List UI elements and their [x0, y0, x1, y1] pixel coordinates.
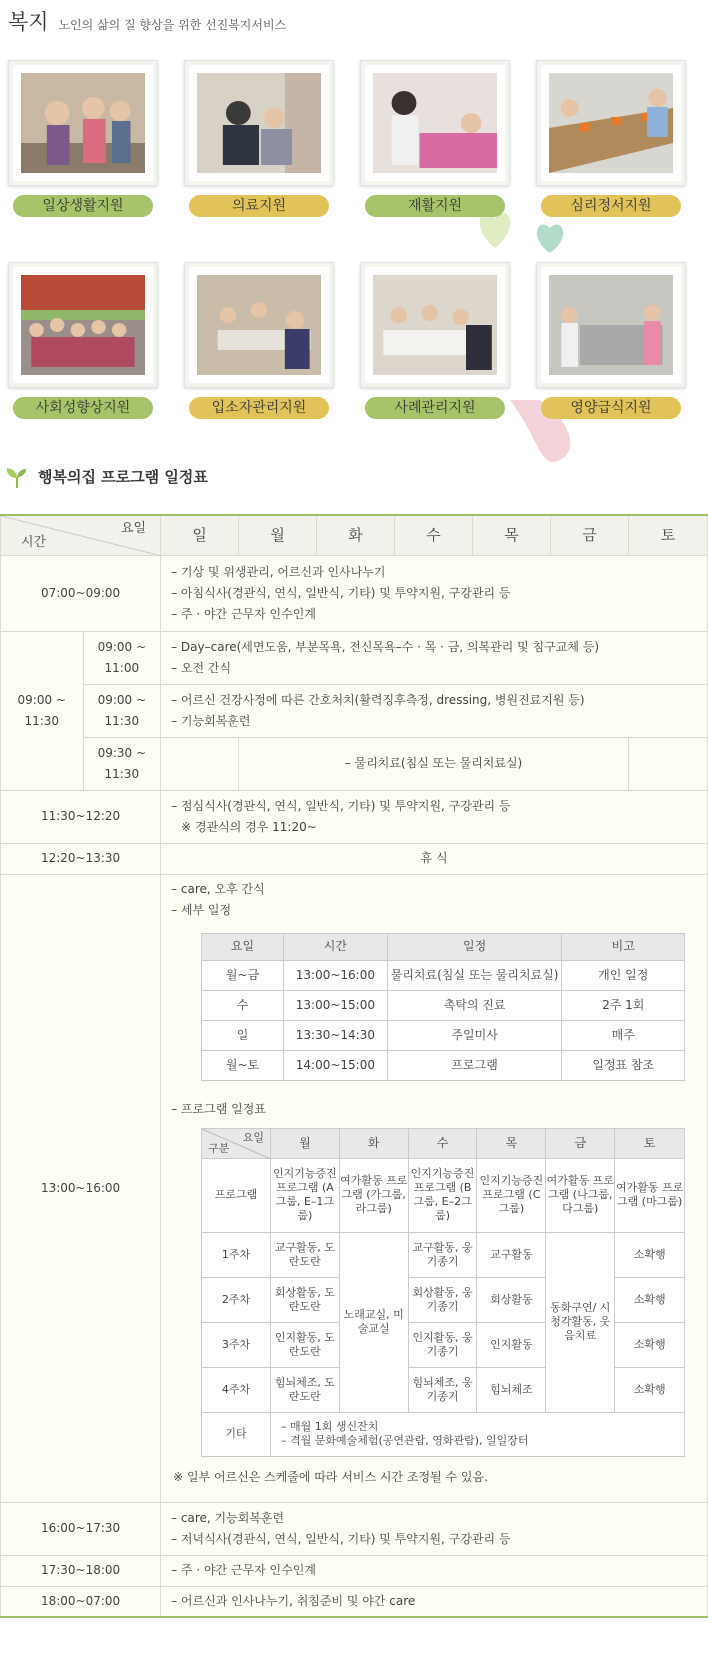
program-cell: 교구활동, 도란도란 [270, 1232, 339, 1277]
program-day-header: 수 [408, 1128, 477, 1158]
activity-cell [161, 1502, 708, 1555]
corner-header [1, 515, 161, 555]
program-row-label: 2주차 [202, 1277, 271, 1322]
activity-cell: – 주 · 야간 근무자 인수인계 [161, 1555, 708, 1586]
program-cell: 인지기능증진 프로그램 (A그룹, E–1그룹) [270, 1158, 339, 1232]
program-row-label: 1주차 [202, 1232, 271, 1277]
activity-note: ※ 경관식의 경우 11:20~ [181, 819, 317, 834]
detail-header: 시간 [283, 933, 387, 960]
program-row-label: 3주차 [202, 1322, 271, 1367]
service-label: 입소자관리지원 [189, 397, 329, 419]
detail-cell: 촉탁의 진료 [387, 990, 562, 1020]
page-header [8, 6, 286, 36]
empty-cell [161, 737, 239, 790]
detail-cell: 13:30~14:30 [283, 1020, 387, 1050]
activity-cell: 휴 식 [161, 843, 708, 874]
schedule-table [0, 514, 708, 1618]
detail-header: 일정 [387, 933, 562, 960]
day-header: 월 [239, 515, 317, 555]
section-heading [6, 466, 208, 488]
detail-schedule-table [201, 933, 685, 1081]
program-corner [202, 1128, 271, 1158]
program-cell: 여가활동 프로그램 (나그룹, 다그룹) [546, 1158, 615, 1232]
service-card [8, 60, 158, 217]
program-cell: 교구활동, 웅기종기 [408, 1232, 477, 1277]
service-card [536, 60, 686, 217]
program-cell: 교구활동 [477, 1232, 546, 1277]
day-header: 수 [395, 515, 473, 555]
detail-cell: 2주 1회 [562, 990, 685, 1020]
service-card [184, 60, 334, 217]
service-photo [373, 73, 497, 173]
program-cell: 인지활동 [477, 1322, 546, 1367]
detail-cell: 일 [202, 1020, 284, 1050]
activity-line: – 오전 간식 [171, 660, 232, 675]
time-cell: 11:30~12:20 [1, 790, 161, 843]
service-label: 사회성향상지원 [13, 397, 153, 419]
detail-header: 요일 [202, 933, 284, 960]
detail-cell: 매주 [562, 1020, 685, 1050]
activity-line: – 세부 일정 [171, 902, 232, 917]
detail-header: 비고 [562, 933, 685, 960]
activity-line: – 기능회복훈련 [171, 713, 251, 728]
time-cell [1, 631, 84, 790]
program-row-label: 프로그램 [202, 1158, 271, 1232]
program-cell: 인지기능증진 프로그램 (C그룹) [477, 1158, 546, 1232]
day-header: 일 [161, 515, 239, 555]
time-cell: 13:00~16:00 [1, 874, 161, 1502]
activity-cell [161, 790, 708, 843]
service-photo [21, 275, 145, 375]
detail-cell: 월~금 [202, 960, 284, 990]
program-row-label: 기타 [202, 1412, 271, 1456]
time-cell: 12:20~13:30 [1, 843, 161, 874]
activity-cell [161, 874, 708, 1502]
activity-line: – 주 · 야간 근무자 인수인계 [171, 606, 316, 621]
program-etc-line: – 매월 1회 생신잔치 [280, 1420, 379, 1433]
service-label: 심리정서지원 [541, 195, 681, 217]
program-etc-line: – 격월 문화예술체험(공연관람, 영화관람), 일일장터 [280, 1434, 529, 1447]
detail-cell: 개인 일정 [562, 960, 685, 990]
activity-line: – 프로그램 일정표 [171, 1101, 266, 1116]
service-label: 일상생활지원 [13, 195, 153, 217]
time-label: 09:00 ~ 11:30 [17, 692, 66, 728]
sub-time-cell: 09:00 ~ 11:00 [83, 631, 161, 684]
page-title: 복지 [8, 10, 49, 34]
activity-line: – care, 오후 간식 [171, 881, 265, 896]
day-header: 금 [550, 515, 628, 555]
program-cell: 인지기능증진 프로그램 (B그룹, E–2그룹) [408, 1158, 477, 1232]
detail-cell: 프로그램 [387, 1050, 562, 1080]
detail-cell: 월~토 [202, 1050, 284, 1080]
program-cell: 힘뇌체조, 웅기종기 [408, 1367, 477, 1412]
program-cell: 소확행 [615, 1322, 685, 1367]
activity-line: – Day–care(세면도움, 부분목욕, 전신목욕–수 · 목 · 금, 의복관리 및 침구교체 등) [171, 639, 600, 654]
program-corner-day: 요일 [242, 1130, 264, 1144]
day-header: 화 [317, 515, 395, 555]
service-card [536, 262, 686, 419]
activity-line: – 아침식사(경관식, 연식, 일반식, 기타) 및 투약지원, 구강관리 등 [171, 585, 511, 600]
service-photo [21, 73, 145, 173]
detail-cell: 주일미사 [387, 1020, 562, 1050]
detail-cell: 물리치료(침실 또는 물리치료실) [387, 960, 562, 990]
time-cell: 17:30~18:00 [1, 1555, 161, 1586]
corner-time-label: 시간 [21, 534, 47, 550]
day-header: 토 [628, 515, 707, 555]
program-cell: 힘뇌체조 [477, 1367, 546, 1412]
program-corner-cat: 구분 [208, 1141, 230, 1155]
program-cell: 동화구연/ 시청각활동, 웃음치료 [546, 1232, 615, 1412]
time-cell: 18:00~07:00 [1, 1586, 161, 1617]
program-cell: 회상활동 [477, 1277, 546, 1322]
program-cell: 여가활동 프로그램 (가그룹, 라그룹) [339, 1158, 408, 1232]
program-cell: 노래교실, 미술교실 [339, 1232, 408, 1412]
leaf-icon [6, 468, 28, 488]
sub-time-cell: 09:00 ~ 11:30 [83, 684, 161, 737]
program-table [201, 1128, 685, 1457]
detail-cell: 수 [202, 990, 284, 1020]
time-cell: 16:00~17:30 [1, 1502, 161, 1555]
activity-line: – 어르신 건강사정에 따른 간호처치(활력징후측정, dressing, 병원진료지원 등) [171, 692, 585, 707]
program-day-header: 금 [546, 1128, 615, 1158]
activity-line: – 점심식사(경관식, 연식, 일반식, 기타) 및 투약지원, 구강관리 등 [171, 798, 511, 813]
service-card [360, 262, 510, 419]
program-cell: 소확행 [615, 1232, 685, 1277]
corner-day-label: 요일 [120, 521, 147, 536]
program-cell: 회상활동, 웅기종기 [408, 1277, 477, 1322]
activity-cell: – 어르신과 인사나누기, 취침준비 및 야간 care [161, 1586, 708, 1617]
program-cell: 회상활동, 도란도란 [270, 1277, 339, 1322]
service-photo [549, 275, 673, 375]
detail-cell: 14:00~15:00 [283, 1050, 387, 1080]
sub-time-cell: 09:30 ~ 11:30 [83, 737, 161, 790]
day-header: 목 [472, 515, 550, 555]
service-photo [197, 73, 321, 173]
program-day-header: 목 [477, 1128, 546, 1158]
program-cell: 여가활동 프로그램 (마그룹) [615, 1158, 685, 1232]
program-cell: 인지활동, 웅기종기 [408, 1322, 477, 1367]
service-photo [197, 275, 321, 375]
program-row-label: 4주차 [202, 1367, 271, 1412]
detail-cell: 13:00~16:00 [283, 960, 387, 990]
service-photo [549, 73, 673, 173]
program-day-header: 토 [615, 1128, 685, 1158]
service-label: 의료지원 [189, 195, 329, 217]
program-cell: 인지활동, 도란도란 [270, 1322, 339, 1367]
service-photo [373, 275, 497, 375]
service-label: 영양급식지원 [541, 397, 681, 419]
empty-cell [628, 737, 707, 790]
program-cell: 소확행 [615, 1277, 685, 1322]
service-card [360, 60, 510, 217]
program-cell: 힘뇌체조, 도란도란 [270, 1367, 339, 1412]
activity-cell [161, 631, 708, 684]
activity-line: – 저녁식사(경관식, 연식, 일반식, 기타) 및 투약지원, 구강관리 등 [171, 1531, 511, 1546]
detail-cell: 일정표 참조 [562, 1050, 685, 1080]
detail-cell: 13:00~15:00 [283, 990, 387, 1020]
section-title: 행복의집 프로그램 일정표 [38, 468, 208, 486]
service-card [184, 262, 334, 419]
service-label: 재활지원 [365, 195, 505, 217]
page-subtitle: 노인의 삶의 질 향상을 위한 선진복지서비스 [58, 18, 287, 32]
time-cell: 07:00~09:00 [1, 555, 161, 631]
program-cell: 소확행 [615, 1367, 685, 1412]
activity-line: – 기상 및 위생관리, 어르신과 인사나누기 [171, 564, 386, 579]
program-day-header: 화 [339, 1128, 408, 1158]
service-card [8, 262, 158, 419]
program-day-header: 월 [270, 1128, 339, 1158]
program-etc-cell [270, 1412, 684, 1456]
activity-cell [161, 684, 708, 737]
activity-line: – care, 기능회복훈련 [171, 1510, 285, 1525]
activity-cell: – 물리치료(침실 또는 물리치료실) [239, 737, 629, 790]
service-label: 사례관리지원 [365, 397, 505, 419]
activity-cell [161, 555, 708, 631]
schedule-note: ※ 일부 어르신은 스케줄에 따라 서비스 시간 조정될 수 있음. [173, 1469, 488, 1484]
